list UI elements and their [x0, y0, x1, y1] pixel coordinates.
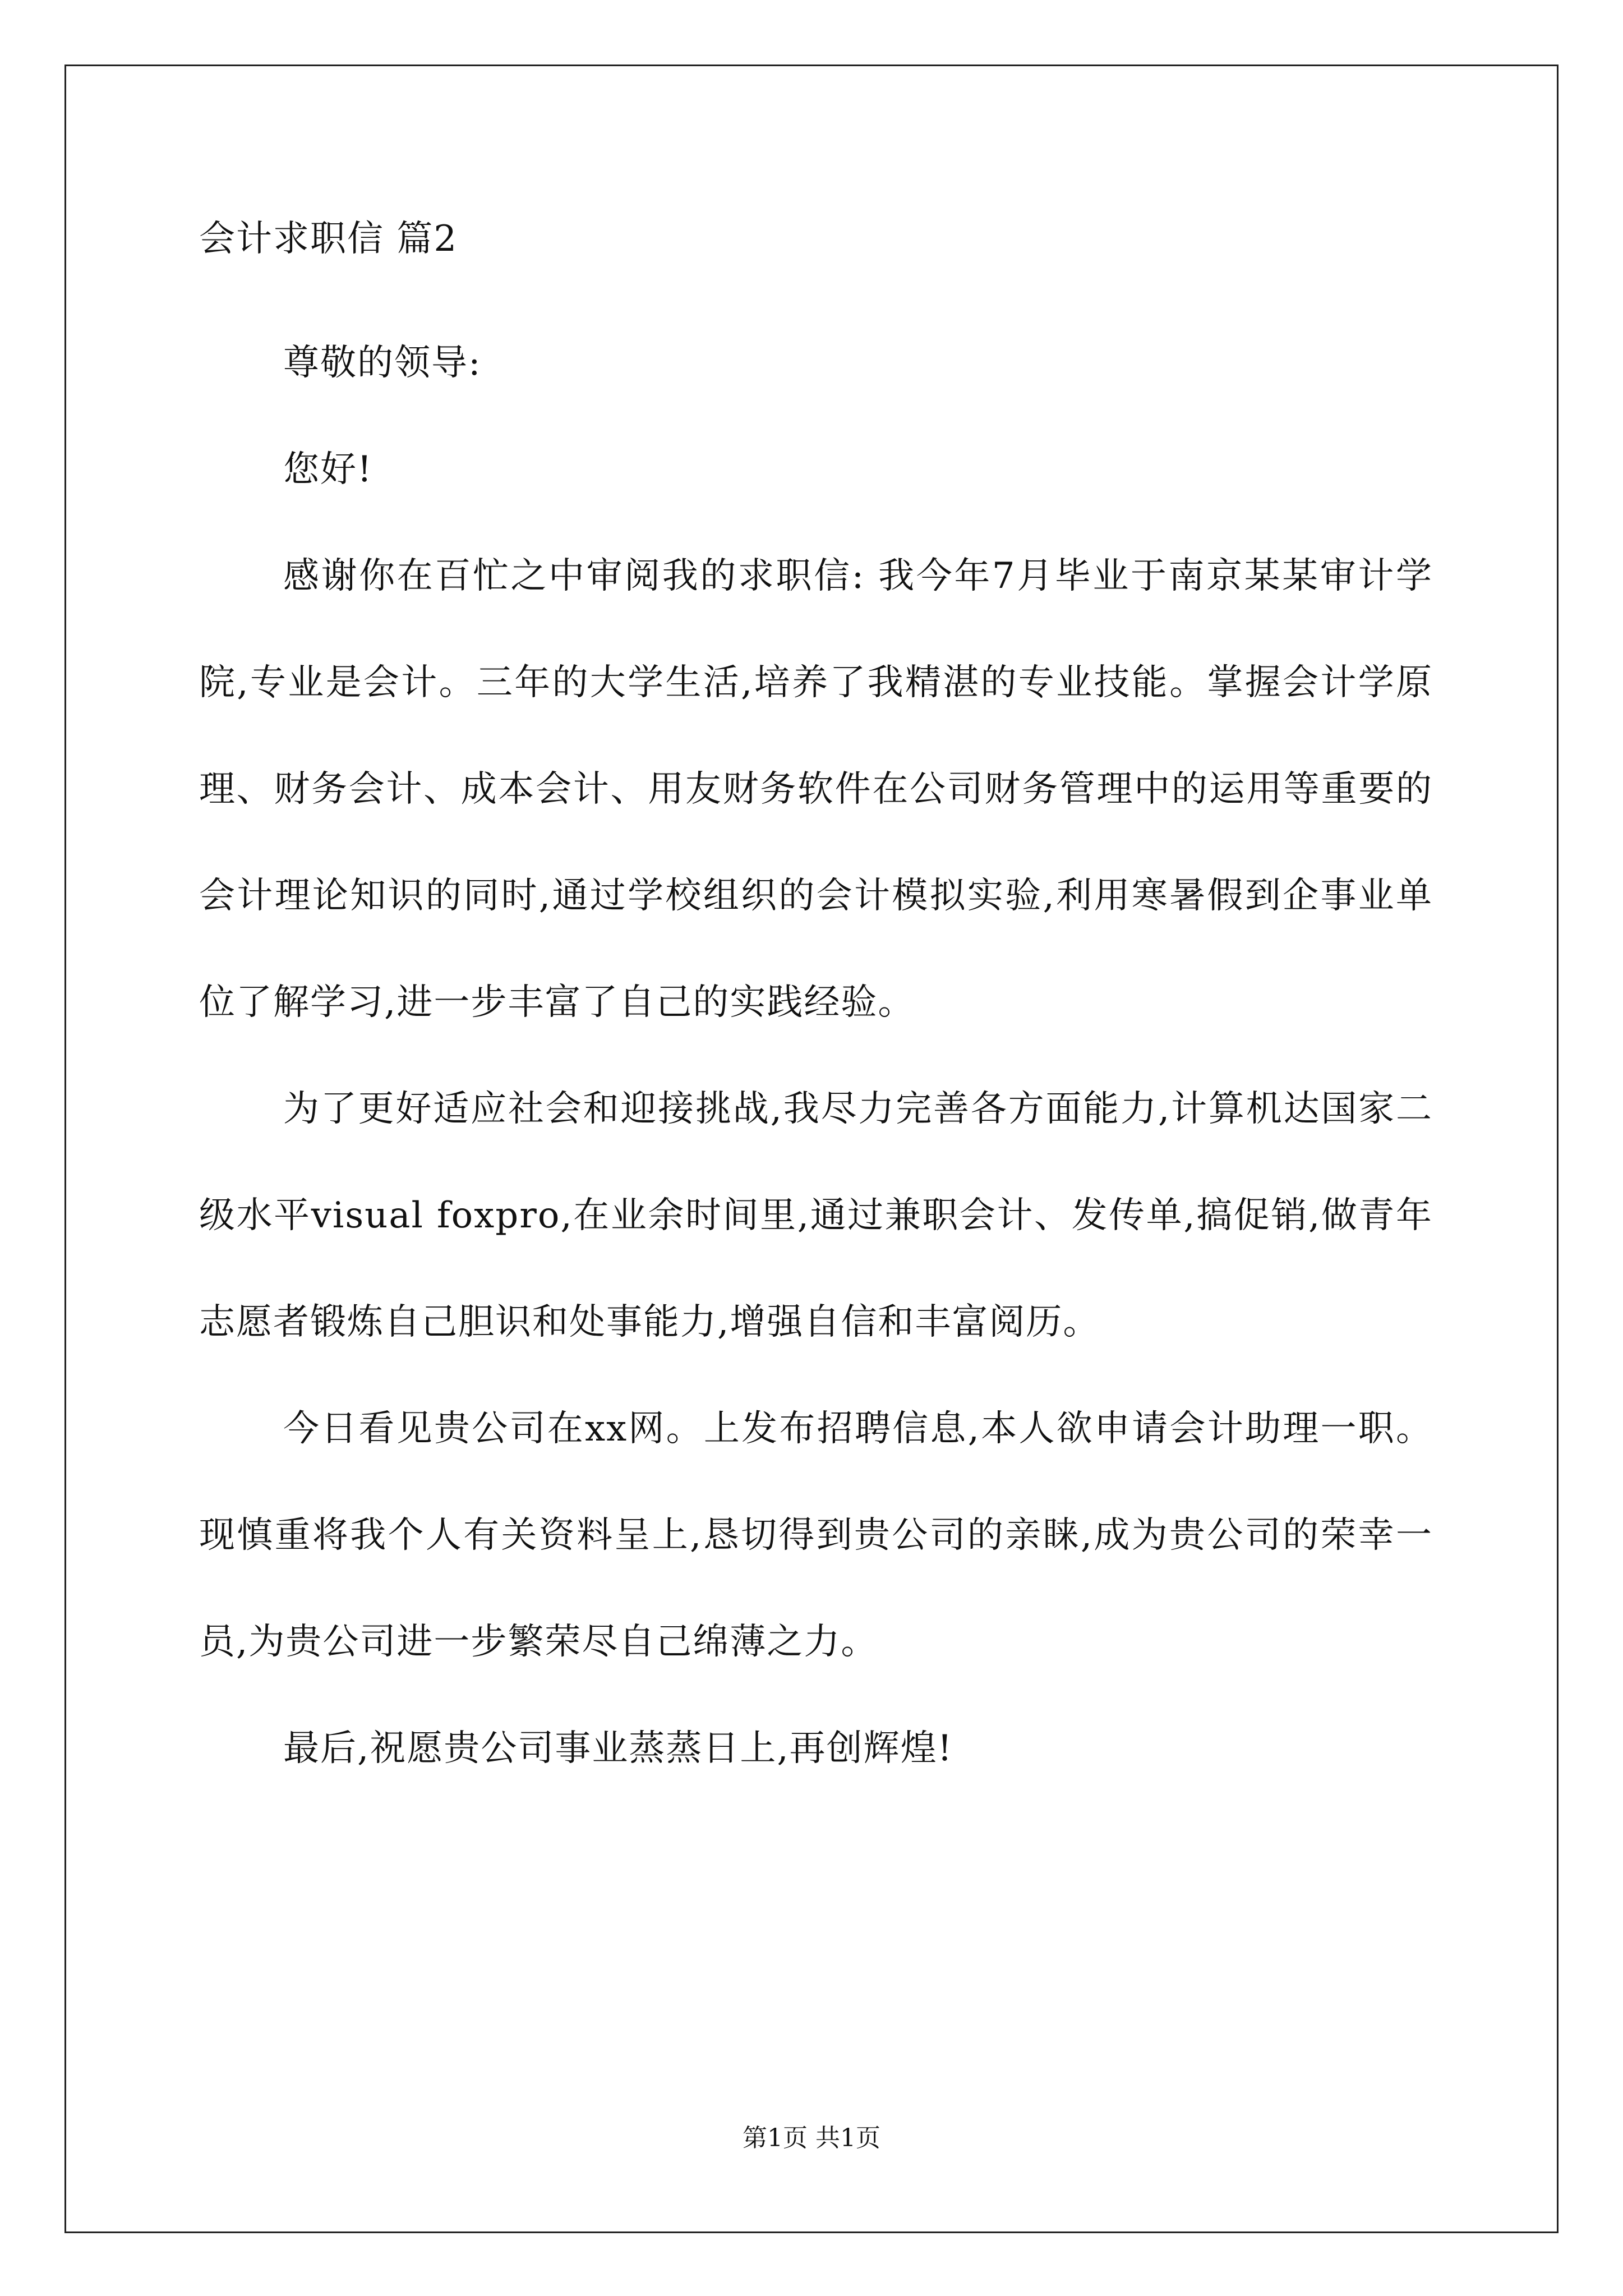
paragraph-skills: 为了更好适应社会和迎接挑战,我尽力完善各方面能力,计算机达国家二级水平visual foxpro,在业余时间里,通过兼职会计、发传单,搞促销,做青年志愿者锻炼自己胆识和处事能力,增强自信和丰富阅历。: [199, 1088, 1433, 1343]
document-body: [199, 219, 1433, 1802]
document-title: 会计求职信 篇2: [199, 218, 458, 260]
page-number-footer: 第1页 共1页: [743, 2124, 880, 2152]
paragraph-application: 今日看见贵公司在xx网。上发布招聘信息,本人欲申请会计助理一职。现慎重将我个人有关资料呈上,恳切得到贵公司的亲睐,成为贵公司的荣幸一员,为贵公司进一步繁荣尽自己绵薄之力。: [199, 1408, 1433, 1663]
greeting: 您好!: [283, 449, 373, 490]
paragraph-introduction: 感谢你在百忙之中审阅我的求职信: 我今年7月毕业于南京某某审计学院,专业是会计。三年的大学生活,培养了我精湛的专业技能。掌握会计学原理、财务会计、成本会计、用友财务软件在公司财务管理中的运用等重要的会计理论知识的同时,通过学校组织的会计模拟实验,利用寒暑假到企事业单位了解学习,进一步丰富了自己的实践经验。: [199, 555, 1433, 1023]
paragraph-closing: 最后,祝愿贵公司事业蒸蒸日上,再创辉煌!: [283, 1728, 953, 1769]
salutation: 尊敬的领导:: [283, 342, 482, 384]
